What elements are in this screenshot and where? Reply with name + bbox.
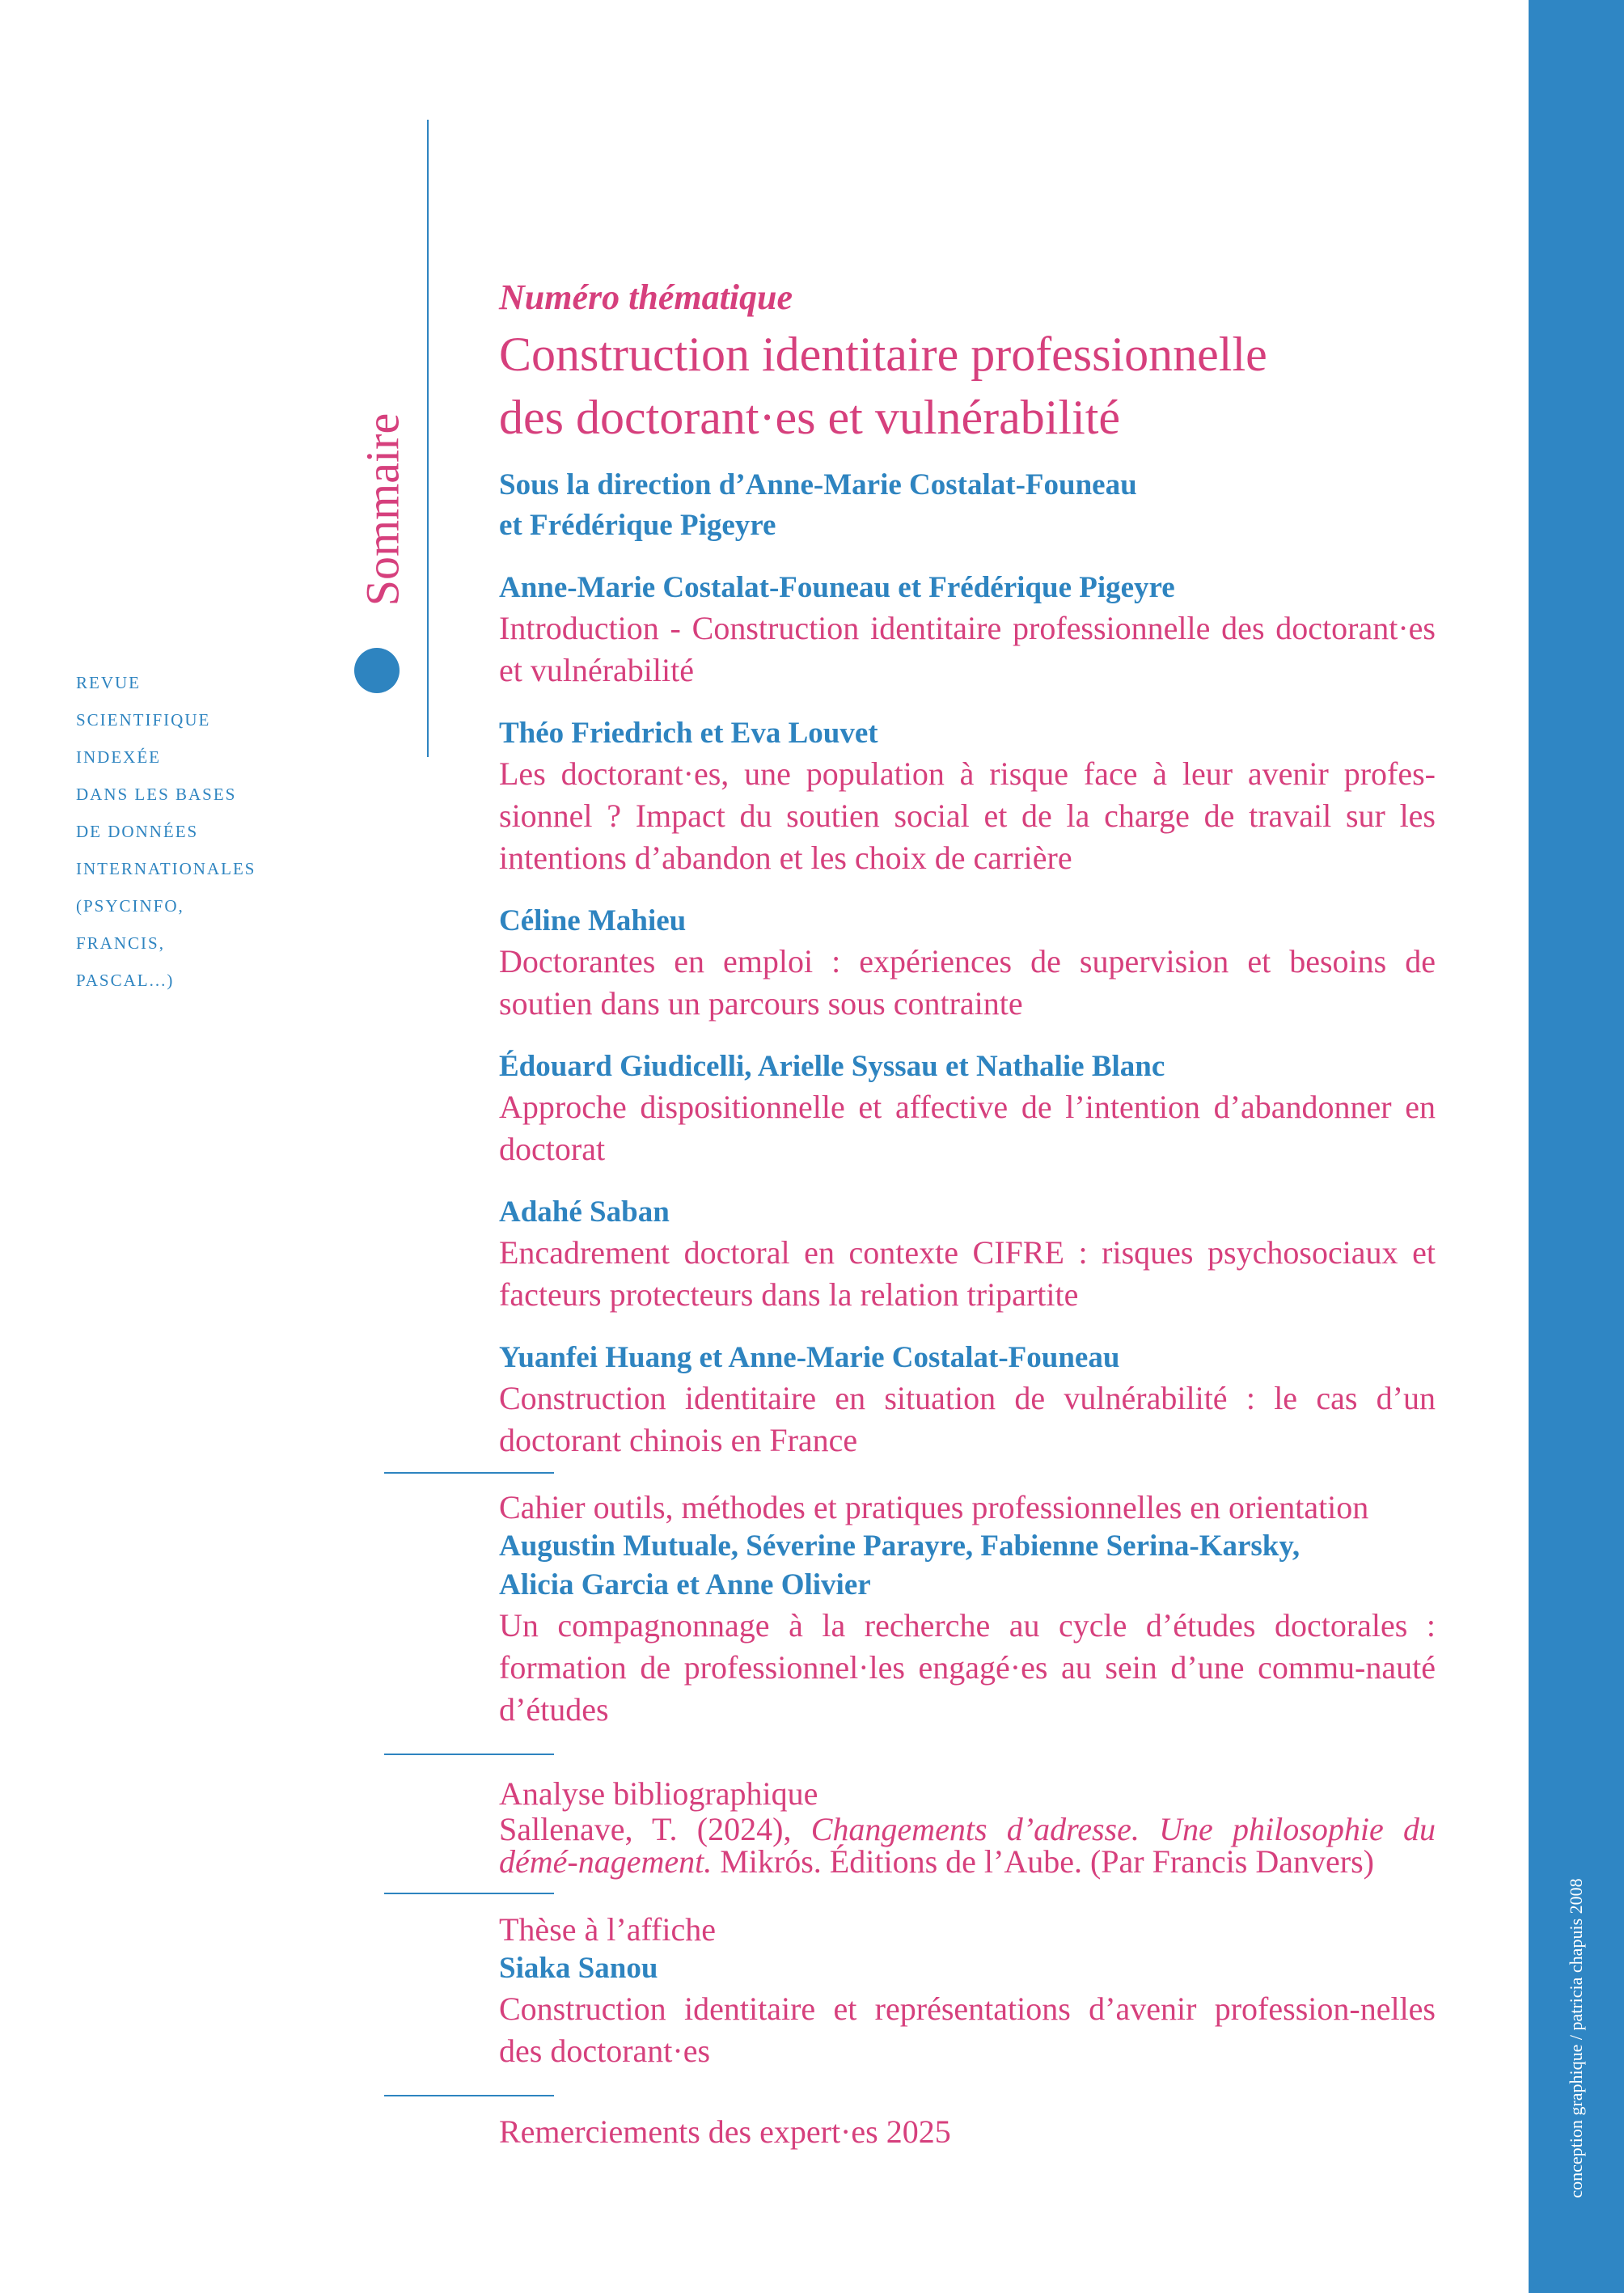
these-title[interactable]: Construction identitaire et représentations d’avenir profession-nelles des doctorant·es — [499, 1991, 1436, 2069]
article-title[interactable]: Construction identitaire en situation de vulnérabilité : le cas d’un doctorant chinois en France — [499, 1380, 1436, 1458]
article-entry — [499, 714, 1436, 879]
article-title[interactable]: Les doctorant·es, une population à risque face à leur avenir profes-sionnel ? Impact du soutien social et de la charge de travail sur les intentions d’abandon et les choix de carrière — [499, 755, 1436, 876]
cahier-label: Cahier outils, méthodes et pratiques professionnelles en orientation — [499, 1489, 1369, 1525]
article-authors: Édouard Giudicelli, Arielle Syssau et Nathalie Blanc — [499, 1050, 1165, 1083]
article-entry — [499, 1047, 1436, 1170]
revue-info-line: DANS LES BASES — [76, 785, 237, 804]
revue-info-line: INTERNATIONALES — [76, 859, 256, 878]
issue-kicker: Numéro thématique — [499, 277, 793, 317]
table-of-contents — [499, 271, 1436, 1462]
article-title[interactable]: Doctorantes en emploi : expériences de supervision et besoins de soutien dans un parcours sous contrainte — [499, 943, 1436, 1022]
cahier-title[interactable]: Un compagnonnage à la recherche au cycle d’études doctorales : formation de professionnel·les engagé·es au sein d’une commu-nauté d’études — [499, 1607, 1436, 1728]
article-title[interactable]: Introduction - Construction identitaire professionnelle des doctorant·es et vulnérabilité — [499, 610, 1436, 688]
article-entry — [499, 902, 1436, 1025]
direction-line: et Frédérique Pigeyre — [499, 509, 776, 542]
design-credit: conception graphique / patricia chapuis 2008 — [1566, 1878, 1586, 2198]
analyse-label: Analyse bibliographique — [499, 1775, 818, 1812]
article-title[interactable]: Encadrement doctoral en contexte CIFRE : risques psychosociaux et facteurs protecteurs dans la relation tripartite — [499, 1234, 1436, 1313]
section-divider — [384, 1893, 554, 1894]
section-divider — [384, 2095, 554, 2096]
analyse-section — [499, 1775, 1436, 1878]
issue-direction — [499, 465, 1436, 546]
revue-info-line: FRANCIS, — [76, 933, 165, 953]
cahier-section — [499, 1488, 1436, 1731]
revue-info-line: PASCAL...) — [76, 971, 175, 990]
analyse-reference[interactable] — [499, 1813, 1436, 1878]
these-author: Siaka Sanou — [499, 1952, 658, 1985]
revue-info-block — [76, 664, 319, 999]
article-entry — [499, 1339, 1436, 1462]
issue-title-line: Construction identitaire professionnelle — [499, 328, 1267, 381]
article-authors: Céline Mahieu — [499, 904, 687, 937]
revue-info-line: DE DONNÉES — [76, 822, 199, 841]
these-label: Thèse à l’affiche — [499, 1911, 716, 1948]
article-authors: Yuanfei Huang et Anne-Marie Costalat-Founeau — [499, 1341, 1120, 1374]
vertical-divider — [427, 120, 429, 757]
revue-info-line: INDEXÉE — [76, 747, 161, 767]
revue-info-line: SCIENTIFIQUE — [76, 710, 211, 730]
revue-info-line: (PSYCINFO, — [76, 896, 184, 916]
sommaire-heading: Sommaire — [356, 412, 409, 607]
cahier-authors — [499, 1527, 1436, 1605]
direction-line: Sous la direction d’Anne-Marie Costalat-Founeau — [499, 468, 1137, 501]
ref-start: Sallenave, T. (2024), — [499, 1811, 811, 1847]
issue-title — [499, 323, 1436, 449]
article-authors: Théo Friedrich et Eva Louvet — [499, 717, 878, 750]
ref-end: Mikrós. Éditions de l’Aube. (Par Francis Danvers) — [712, 1843, 1374, 1880]
issue-title-line: des doctorant·es et vulnérabilité — [499, 391, 1121, 444]
remerciements[interactable]: Remerciements des expert·es 2025 — [499, 2113, 951, 2150]
cahier-authors-line: Alicia Garcia et Anne Olivier — [499, 1568, 871, 1601]
these-section — [499, 1910, 1436, 2072]
article-authors: Adahé Saban — [499, 1195, 670, 1229]
article-entry — [499, 1193, 1436, 1316]
ref-title: Changements d’adresse. Une philosophie du démé-nagement. — [499, 1811, 1436, 1880]
bullet-dot-icon — [354, 648, 400, 693]
cahier-authors-line: Augustin Mutuale, Séverine Parayre, Fabienne Serina-Karsky, — [499, 1529, 1300, 1563]
revue-info-line: REVUE — [76, 673, 141, 692]
section-divider — [384, 1754, 554, 1755]
article-entry — [499, 569, 1436, 692]
article-authors: Anne-Marie Costalat-Founeau et Frédérique Pigeyre — [499, 571, 1175, 604]
article-title[interactable]: Approche dispositionnelle et affective de l’intention d’abandonner en doctorat — [499, 1089, 1436, 1167]
section-divider — [384, 1472, 554, 1474]
